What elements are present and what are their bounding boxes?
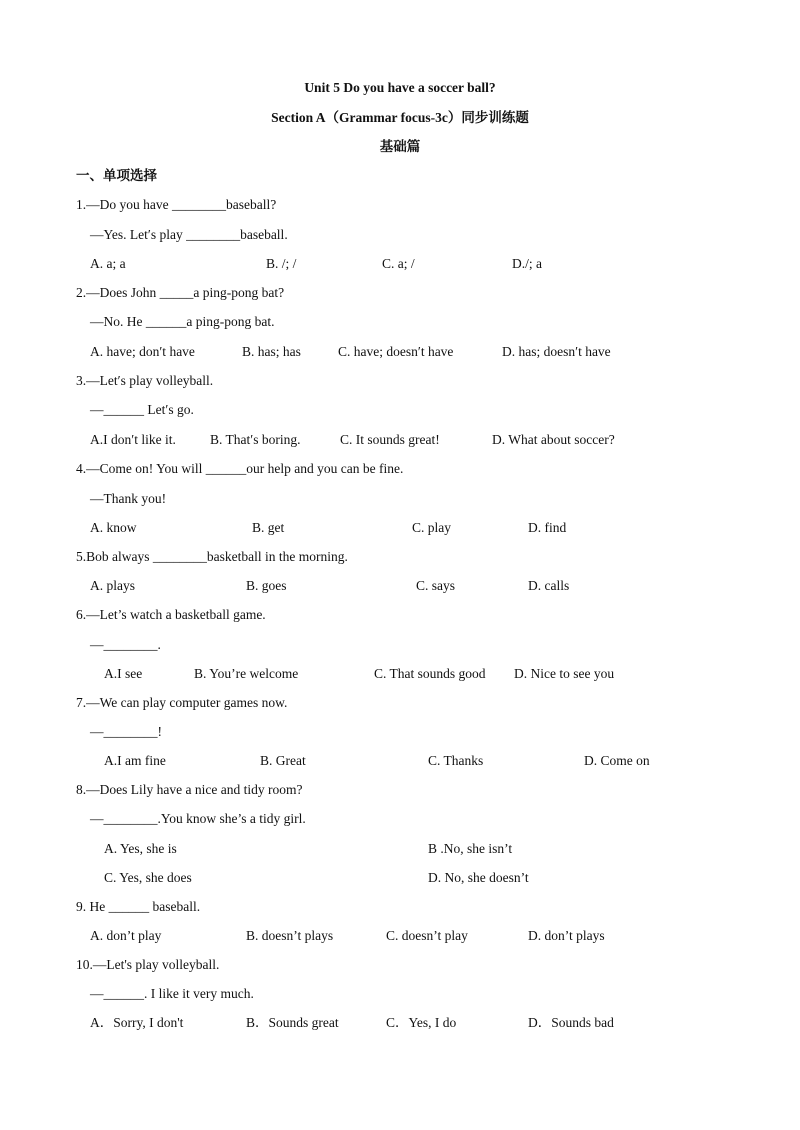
- question-8-option-d: D. No, she doesn’t: [428, 870, 529, 885]
- document-subtitle: Section A（Grammar focus-3c）同步训练题: [271, 110, 529, 125]
- question-9-option-c: C. doesn’t play: [386, 928, 468, 943]
- question-4-option-a: A. know: [90, 520, 137, 535]
- question-2-reply: —No. He ______a ping-pong bat.: [90, 314, 275, 329]
- question-3-option-c: C. It sounds great!: [340, 432, 440, 447]
- question-2-stem: 2.—Does John _____a ping-pong bat?: [76, 285, 285, 300]
- section-heading: 一、单项选择: [76, 168, 157, 183]
- question-9-option-b: B. doesn’t plays: [246, 928, 334, 943]
- question-8-option-a: A. Yes, she is: [104, 841, 177, 856]
- question-9-stem: 9. He ______ baseball.: [76, 899, 201, 914]
- question-10-option-c: C．Yes, I do: [386, 1015, 457, 1030]
- question-7-stem: 7.—We can play computer games now.: [76, 695, 288, 710]
- difficulty-level: 基础篇: [379, 139, 421, 154]
- question-7-option-a: A.I am fine: [104, 753, 166, 768]
- question-2-option-b: B. has; has: [242, 344, 301, 359]
- question-6-option-d: D. Nice to see you: [514, 666, 615, 681]
- question-8-reply: —________.You know she’s a tidy girl.: [90, 811, 306, 826]
- question-1-option-d: D./; a: [512, 256, 542, 271]
- question-2-option-d: D. has; doesn′t have: [502, 344, 611, 359]
- question-6-stem: 6.—Let’s watch a basketball game.: [76, 607, 266, 622]
- question-1-option-b: B. /; /: [266, 256, 297, 271]
- question-5-option-d: D. calls: [528, 578, 570, 593]
- question-10-stem: 10.—Let's play volleyball.: [76, 957, 220, 972]
- question-9-option-a: A. don’t play: [90, 928, 162, 943]
- question-4-reply: —Thank you!: [90, 491, 167, 506]
- question-4-stem: 4.—Come on! You will ______our help and you can be fine.: [76, 461, 404, 476]
- question-6-option-c: C. That sounds good: [374, 666, 486, 681]
- question-3-option-d: D. What about soccer?: [492, 432, 615, 447]
- question-1-reply: —Yes. Let′s play ________baseball.: [90, 227, 288, 242]
- question-10-option-a: A．Sorry, I don't: [90, 1015, 184, 1030]
- question-8-stem: 8.—Does Lily have a nice and tidy room?: [76, 782, 303, 797]
- question-1-option-c: C. a; /: [382, 256, 415, 271]
- question-5-option-c: C. says: [416, 578, 456, 593]
- document-title: Unit 5 Do you have a soccer ball?: [304, 80, 496, 95]
- question-6-reply: —________.: [90, 637, 161, 652]
- question-7-option-d: D. Come on: [584, 753, 650, 768]
- question-3-stem: 3.—Let′s play volleyball.: [76, 373, 214, 388]
- question-7-option-b: B. Great: [260, 753, 306, 768]
- question-3-option-a: A.I don′t like it.: [90, 432, 176, 447]
- question-10-option-d: D．Sounds bad: [528, 1015, 614, 1030]
- question-2-option-c: C. have; doesn′t have: [338, 344, 454, 359]
- question-5-option-b: B. goes: [246, 578, 287, 593]
- question-5-option-a: A. plays: [90, 578, 135, 593]
- question-3-reply: —______ Let′s go.: [90, 402, 194, 417]
- question-1-option-a: A. a; a: [90, 256, 126, 271]
- question-1-stem: 1.—Do you have ________baseball?: [76, 197, 277, 212]
- question-10-reply: —______. I like it very much.: [90, 986, 254, 1001]
- question-7-reply: —________!: [90, 724, 162, 739]
- question-6-option-b: B. You’re welcome: [194, 666, 299, 681]
- question-8-option-c: C. Yes, she does: [104, 870, 192, 885]
- question-5-stem: 5.Bob always ________basketball in the morning.: [76, 549, 348, 564]
- question-2-option-a: A. have; don′t have: [90, 344, 195, 359]
- question-10-option-b: B．Sounds great: [246, 1015, 339, 1030]
- question-4-option-c: C. play: [412, 520, 451, 535]
- question-7-option-c: C. Thanks: [428, 753, 484, 768]
- question-4-option-d: D. find: [528, 520, 567, 535]
- question-3-option-b: B. That′s boring.: [210, 432, 301, 447]
- question-8-option-b: B .No, she isn’t: [428, 841, 513, 856]
- question-4-option-b: B. get: [252, 520, 285, 535]
- question-6-option-a: A.I see: [104, 666, 143, 681]
- question-9-option-d: D. don’t plays: [528, 928, 605, 943]
